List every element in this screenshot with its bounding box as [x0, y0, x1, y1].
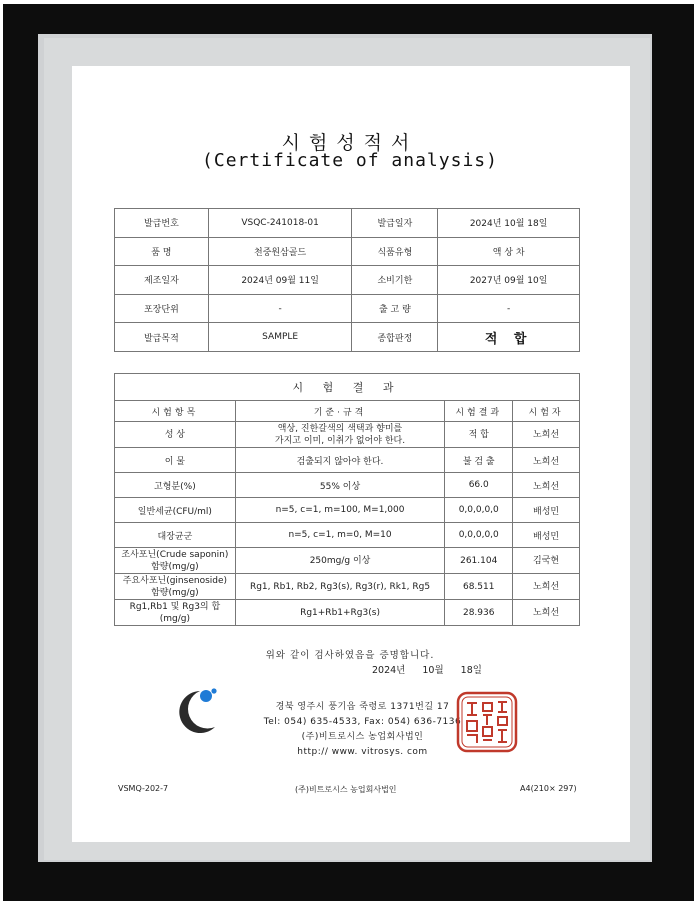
- row-tester: 노희선: [513, 448, 580, 473]
- mfg-date-value: 2024년 09월 11일: [208, 266, 352, 295]
- company-seal-stamp: [455, 690, 519, 754]
- mfg-date-label: 제조일자: [115, 266, 209, 295]
- info-table: [114, 208, 580, 352]
- expiry-label: 소비기한: [352, 266, 438, 295]
- row-result: 28.936: [445, 600, 513, 626]
- row-tester: 김국현: [513, 548, 580, 574]
- header-tester: 시험자: [513, 401, 580, 422]
- row-tester: 배성민: [513, 498, 580, 523]
- company-logo-icon: [170, 685, 222, 737]
- purpose-value: SAMPLE: [208, 323, 352, 352]
- footer-company: (주)비트로시스 농업회사법인: [295, 785, 397, 794]
- title-english: (Certificate of analysis): [202, 150, 498, 171]
- footer-form-code: VSMQ-202-7: [118, 784, 169, 793]
- row-tester: 배성민: [513, 523, 580, 548]
- row-item: 주요사포닌(ginsenoside) 함량(mg/g): [115, 574, 236, 600]
- results-table: [114, 373, 580, 626]
- shipment-value: -: [438, 294, 580, 323]
- header-test-item: 시험항목: [115, 401, 236, 422]
- row-item: 이 물: [115, 448, 236, 473]
- row-spec: n=5, c=1, m=100, M=1,000: [235, 498, 445, 523]
- issue-date-label: 발급일자: [352, 209, 438, 238]
- row-item: 대장균군: [115, 523, 236, 548]
- table-row: [115, 498, 580, 523]
- row-result: 68.511: [445, 574, 513, 600]
- title-korean: 시험성적서: [281, 132, 419, 154]
- row-spec: n=5, c=1, m=0, M=10: [235, 523, 445, 548]
- row-result: 적 합: [445, 422, 513, 448]
- footer-paper-size: A4(210× 297): [520, 784, 577, 793]
- table-row: [115, 448, 580, 473]
- header-result: 시험결과: [445, 401, 513, 422]
- company-name-line: (주)비트로시스 농업회사법인: [301, 732, 424, 742]
- row-item: Rg1,Rb1 및 Rg3의 합 (mg/g): [115, 600, 236, 626]
- row-item: 일반세균(CFU/ml): [115, 498, 236, 523]
- table-row: [115, 523, 580, 548]
- row-item: 고형분(%): [115, 473, 236, 498]
- row-spec: Rg1, Rb1, Rb2, Rg3(s), Rg3(r), Rk1, Rg5: [235, 574, 445, 600]
- expiry-value: 2027년 09월 10일: [438, 266, 580, 295]
- product-value: 천중원삼골드: [208, 237, 352, 266]
- table-row: [115, 574, 580, 600]
- table-row: [115, 548, 580, 574]
- package-label: 포장단위: [115, 294, 209, 323]
- issue-no-label: 발급번호: [115, 209, 209, 238]
- row-spec: 액상, 진한갈색의 색택과 향미를 가지고 이미, 이취가 없어야 한다.: [235, 422, 445, 448]
- table-row: [115, 473, 580, 498]
- row-result: 0,0,0,0,0: [445, 523, 513, 548]
- verdict-label: 종합판정: [352, 323, 438, 352]
- table-row: [115, 422, 580, 448]
- row-tester: 노희선: [513, 473, 580, 498]
- purpose-label: 발급목적: [115, 323, 209, 352]
- row-spec: 55% 이상: [235, 473, 445, 498]
- header-spec: 기준·규격: [235, 401, 445, 422]
- row-result: 0,0,0,0,0: [445, 498, 513, 523]
- phone-fax-line: Tel: 054) 635-4533, Fax: 054) 636-7136: [263, 717, 462, 727]
- statement-date: 2024년 10월 18일: [372, 665, 482, 676]
- address-line: 경북 영주시 풍기읍 죽령로 1371번길 17: [275, 702, 450, 712]
- issue-date-value: 2024년 10월 18일: [438, 209, 580, 238]
- table-row: [115, 600, 580, 626]
- row-spec: 250mg/g 이상: [235, 548, 445, 574]
- package-value: -: [208, 294, 352, 323]
- row-spec: Rg1+Rb1+Rg3(s): [235, 600, 445, 626]
- results-section-title: 시 험 결 과: [115, 374, 580, 401]
- row-result: 261.104: [445, 548, 513, 574]
- food-type-value: 액 상 차: [438, 237, 580, 266]
- row-spec: 검출되지 않아야 한다.: [235, 448, 445, 473]
- row-tester: 노희선: [513, 600, 580, 626]
- website-line: http:// www. vitrosys. com: [297, 747, 428, 757]
- row-item: 성 상: [115, 422, 236, 448]
- certification-statement: 위와 같이 검사하였음을 증명합니다.: [265, 650, 435, 661]
- shipment-label: 출 고 량: [352, 294, 438, 323]
- row-result: 66.0: [445, 473, 513, 498]
- issue-no-value: VSQC-241018-01: [208, 209, 352, 238]
- row-result: 불 검 출: [445, 448, 513, 473]
- verdict-value: 적 합: [438, 323, 580, 352]
- product-label: 품 명: [115, 237, 209, 266]
- food-type-label: 식품유형: [352, 237, 438, 266]
- row-tester: 노희선: [513, 574, 580, 600]
- row-item: 조사포닌(Crude saponin) 함량(mg/g): [115, 548, 236, 574]
- row-tester: 노희선: [513, 422, 580, 448]
